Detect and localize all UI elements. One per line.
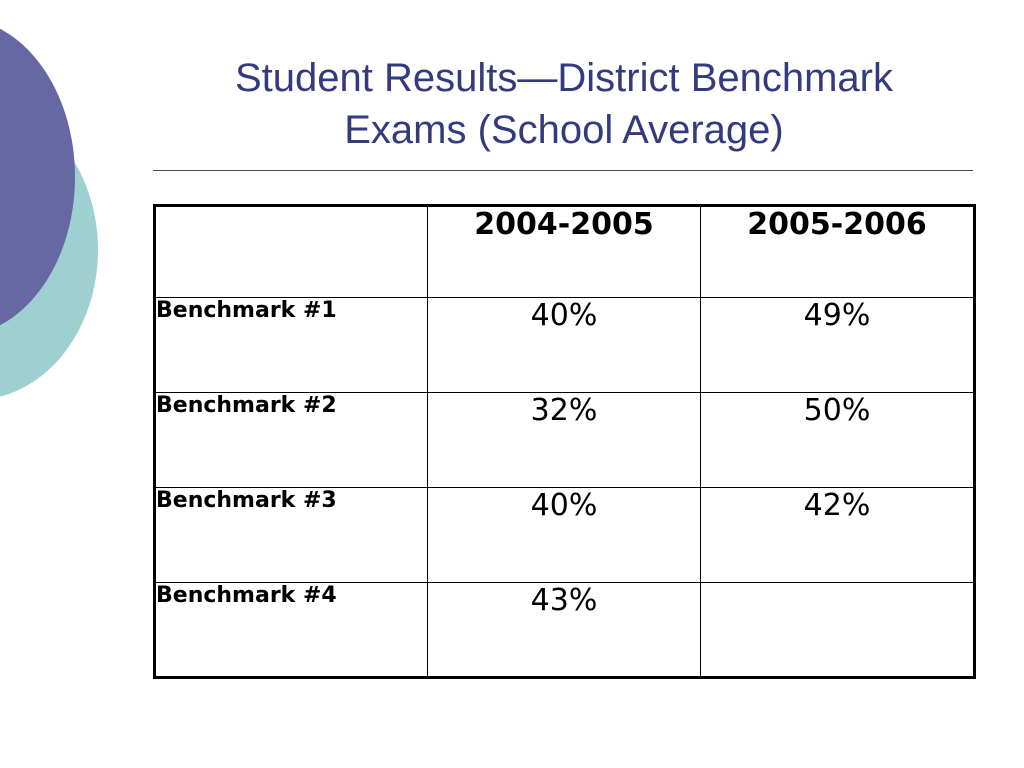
header-cell-empty (155, 206, 428, 298)
value-cell: 32% (428, 393, 701, 488)
title-divider (153, 170, 973, 171)
row-label: Benchmark #2 (155, 393, 428, 488)
value-cell: 50% (701, 393, 975, 488)
value-cell: 49% (701, 298, 975, 393)
value-cell-empty (701, 583, 975, 678)
value-cell: 40% (428, 298, 701, 393)
table-row (155, 298, 975, 393)
row-label: Benchmark #3 (155, 488, 428, 583)
row-label: Benchmark #4 (155, 583, 428, 678)
table-header-row (155, 206, 975, 298)
table-row (155, 488, 975, 583)
table-row (155, 393, 975, 488)
slide-title-line-1: Student Results—District Benchmark (234, 56, 893, 100)
value-cell: 40% (428, 488, 701, 583)
value-cell: 43% (428, 583, 701, 678)
value-cell: 42% (701, 488, 975, 583)
row-label: Benchmark #1 (155, 298, 428, 393)
table-row (155, 583, 975, 678)
slide-title-line-2: Exams (School Average) (344, 108, 784, 152)
results-table (153, 204, 976, 679)
header-cell-2005-2006: 2005-2006 (701, 206, 975, 298)
header-cell-2004-2005: 2004-2005 (428, 206, 701, 298)
slide-title (155, 52, 973, 156)
